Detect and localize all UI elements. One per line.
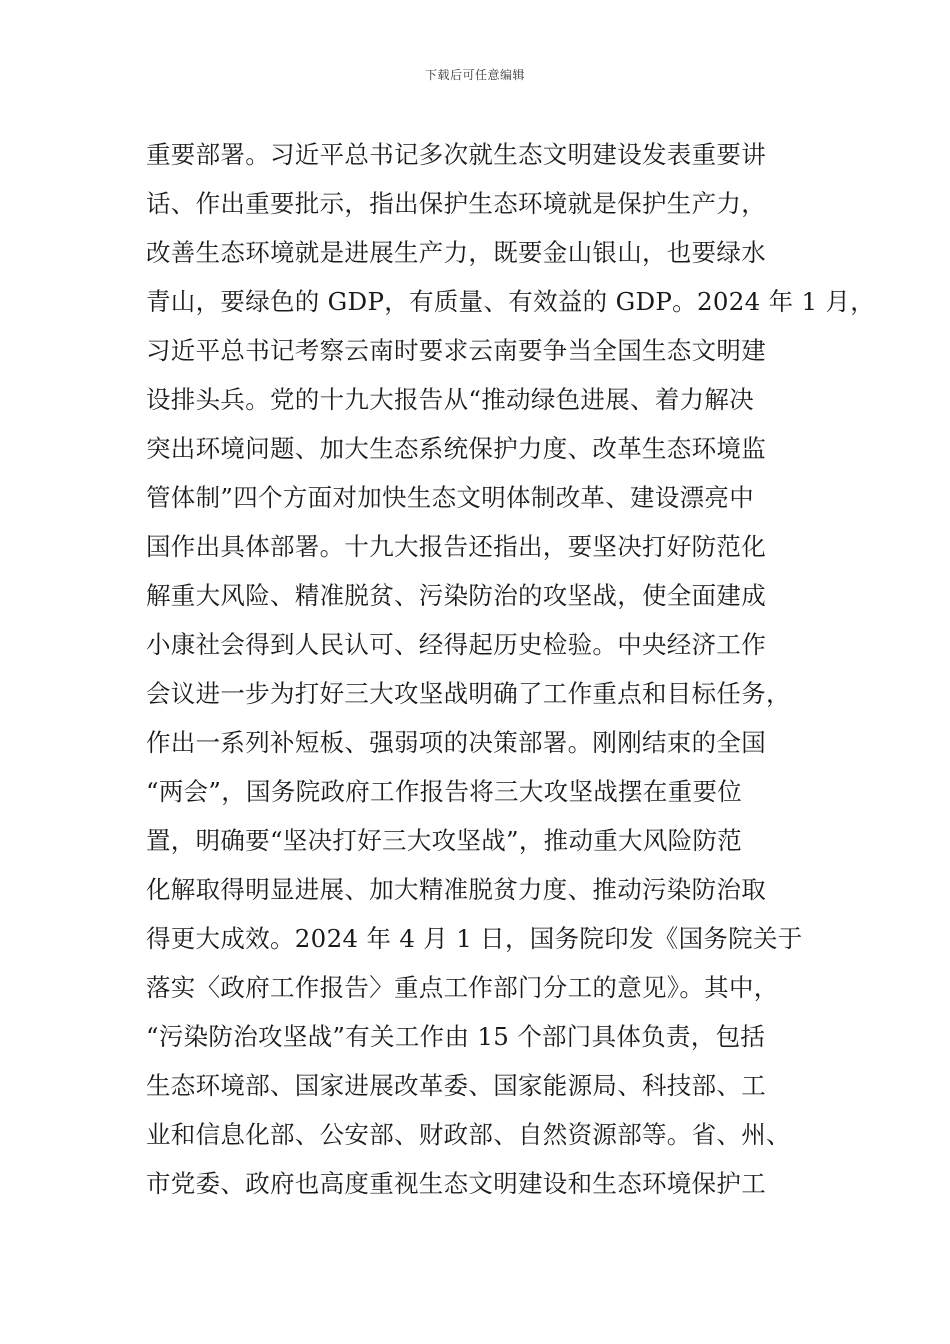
text-line: 解重大风险、精准脱贫、污染防治的攻坚战，使全面建成 [146, 581, 766, 610]
text-line: 得更大成效。2024 年 4 月 1 日，国务院印发《国务院关于 [146, 924, 803, 953]
text-line: 会议进一步为打好三大攻坚战明确了工作重点和目标任务， [146, 679, 791, 708]
text-line: 青山，要绿色的 GDP，有质量、有效益的 GDP。2024 年 1 月， [146, 287, 876, 316]
text-line: 落实〈政府工作报告〉重点工作部门分工的意见》。其中， [146, 973, 779, 1002]
text-line: 管体制”四个方面对加快生态文明体制改革、建设漂亮中 [146, 483, 755, 512]
text-line: 置，明确要“坚决打好三大攻坚战”，推动重大风险防范 [146, 826, 743, 855]
page-header-caption: 下载后可任意编辑 [424, 68, 525, 82]
text-line: 话、作出重要批示，指出保护生态环境就是保护生产力， [146, 189, 766, 218]
text-line: 国作出具体部署。十九大报告还指出，要坚决打好防范化 [146, 532, 766, 561]
text-line: 业和信息化部、公安部、财政部、自然资源部等。省、州、 [146, 1120, 791, 1149]
text-line: 作出一系列补短板、强弱项的决策部署。刚刚结束的全国 [146, 728, 766, 757]
text-line: 设排头兵。党的十九大报告从“推动绿色进展、着力解决 [146, 385, 755, 414]
text-line: 小康社会得到人民认可、经得起历史检验。中央经济工作 [146, 630, 766, 659]
text-line: 生态环境部、国家进展改革委、国家能源局、科技部、工 [146, 1071, 766, 1100]
text-line: 重要部署。习近平总书记多次就生态文明建设发表重要讲 [146, 140, 766, 169]
text-line: 市党委、政府也高度重视生态文明建设和生态环境保护工 [146, 1169, 766, 1198]
text-line: 改善生态环境就是进展生产力，既要金山银山，也要绿水 [146, 238, 766, 267]
text-line: 习近平总书记考察云南时要求云南要争当全国生态文明建 [146, 336, 766, 365]
text-line: 突出环境问题、加大生态系统保护力度、改革生态环境监 [146, 434, 766, 463]
body-paragraph [146, 130, 876, 1208]
text-line: 化解取得明显进展、加大精准脱贫力度、推动污染防治取 [146, 875, 766, 904]
text-line: “污染防治攻坚战”有关工作由 15 个部门具体负责，包括 [146, 1022, 766, 1051]
text-line: “两会”，国务院政府工作报告将三大攻坚战摆在重要位 [146, 777, 743, 806]
